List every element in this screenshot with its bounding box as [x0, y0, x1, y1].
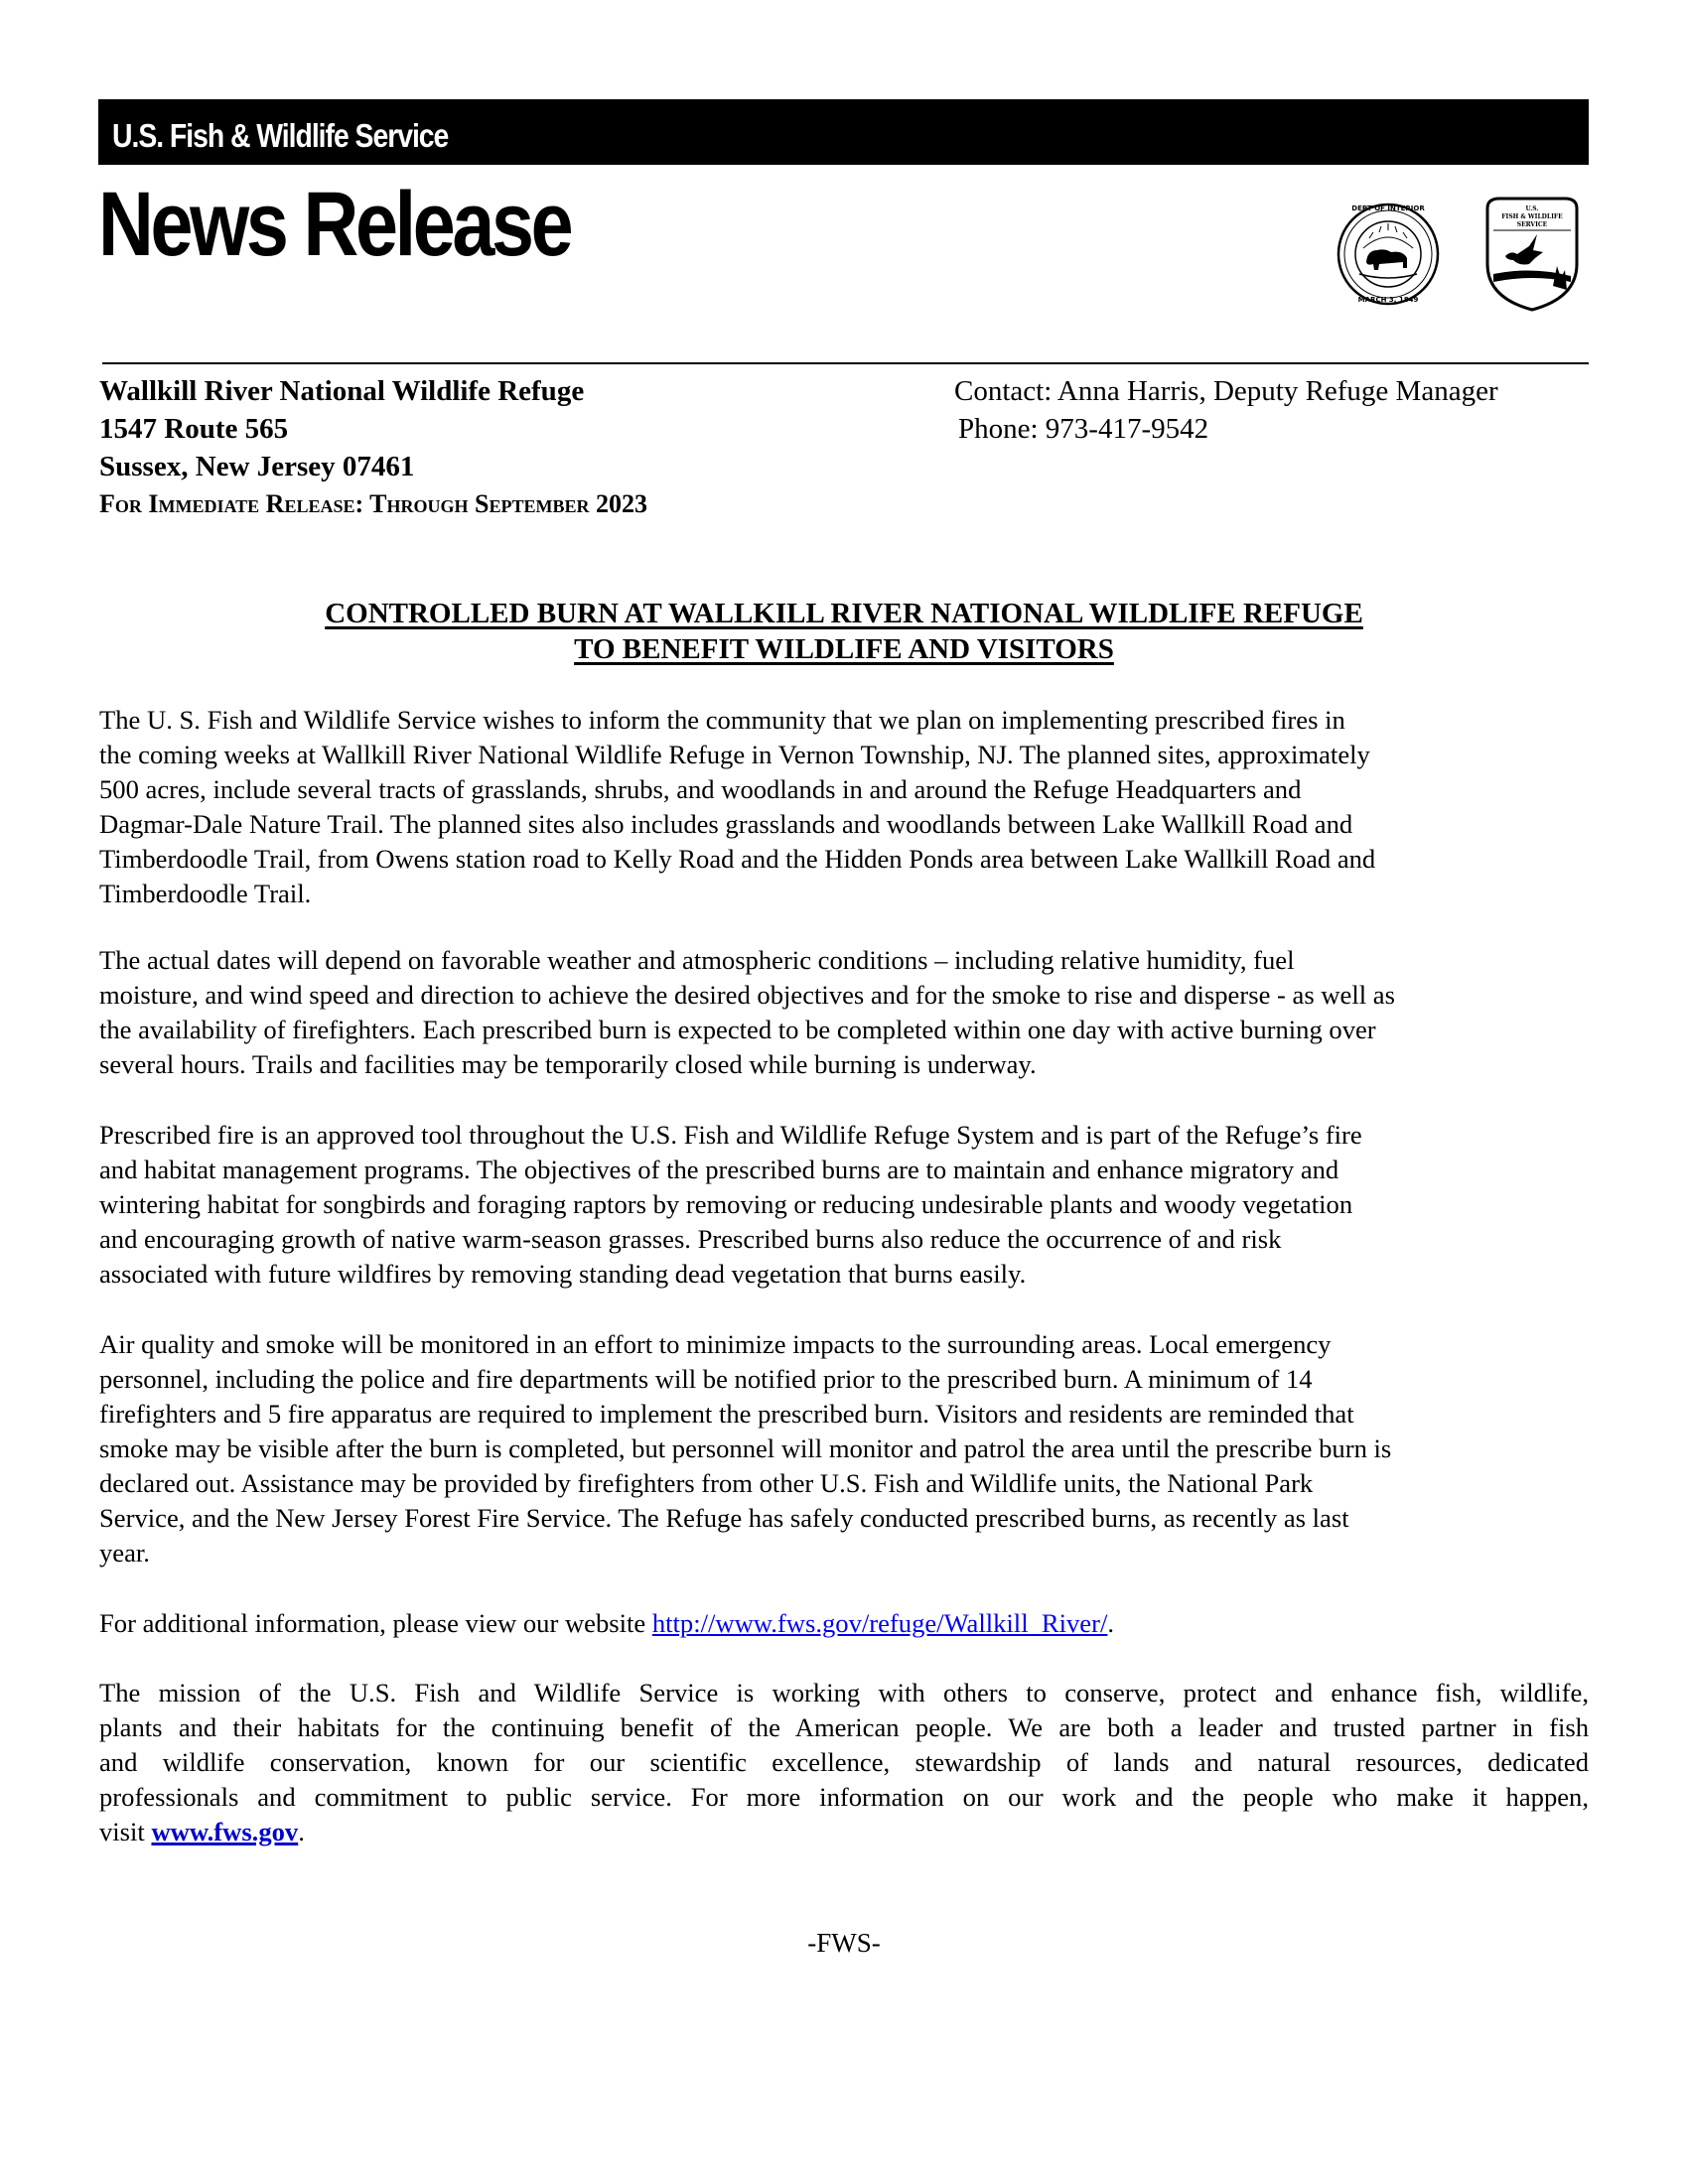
paragraph-burn-sites	[99, 703, 1589, 911]
text-line: 500 acres, include several tracts of grasslands, shrubs, and woodlands in and around the Refuge Headquarters and	[99, 774, 1302, 804]
doi-seal-icon	[1334, 187, 1443, 316]
text-line: declared out. Assistance may be provided by firefighters from other U.S. Fish and Wildlife units, the National Park	[99, 1468, 1314, 1498]
text-line: plants and their habitats for the continuing benefit of the American people. We are both a leader and trusted partner in fish	[99, 1712, 1589, 1742]
refuge-name: Wallkill River National Wildlife Refuge	[99, 375, 585, 407]
refuge-street: 1547 Route 565	[99, 413, 289, 445]
text-line: the availability of firefighters. Each prescribed burn is expected to be completed within one day with active burning over	[99, 1015, 1376, 1044]
text-line: the coming weeks at Wallkill River National Wildlife Refuge in Vernon Township, NJ. The planned sites, approximately	[99, 740, 1370, 769]
contact-person: Contact: Anna Harris, Deputy Refuge Manager	[954, 375, 1498, 407]
paragraph-air-quality	[99, 1327, 1589, 1570]
text-line: professionals and commitment to public service. For more information on our work and the people who make it happen,	[99, 1782, 1589, 1812]
text-line	[99, 1815, 1589, 1849]
header-divider	[102, 362, 1589, 364]
svg-text:SERVICE: SERVICE	[1516, 221, 1548, 228]
text-line: wintering habitat for songbirds and foraging raptors by removing or reducing undesirable plants and woody vegetation	[99, 1189, 1353, 1219]
paragraph-dates-conditions	[99, 943, 1589, 1082]
text-line: Air quality and smoke will be monitored in an effort to minimize impacts to the surrounding areas. Local emergency	[99, 1329, 1332, 1359]
headline-line-1: CONTROLLED BURN AT WALLKILL RIVER NATIONAL WILDLIFE REFUGE	[325, 598, 1363, 629]
text-line: The mission of the U.S. Fish and Wildlife Service is working with others to conserve, protect and enhance fish, wildlife,	[99, 1678, 1589, 1707]
headline	[0, 596, 1688, 667]
svg-text:MARCH 3, 1849: MARCH 3, 1849	[1357, 296, 1419, 304]
svg-text:FISH & WILDLIFE: FISH & WILDLIFE	[1501, 213, 1563, 220]
fws-shield-icon	[1477, 187, 1587, 316]
release-date: For Immediate Release: Through September 2023	[99, 489, 647, 518]
text-line: several hours. Trails and facilities may be temporarily closed while burning is underway.	[99, 1049, 1037, 1079]
visit-text: visit	[99, 1817, 152, 1846]
text-line: and habitat management programs. The objectives of the prescribed burns are to maintain and enhance migratory and	[99, 1155, 1339, 1184]
paragraph-more-info	[99, 1606, 1589, 1641]
paragraph-mission	[99, 1676, 1589, 1849]
text-line: Timberdoodle Trail.	[99, 879, 312, 908]
text-line: personnel, including the police and fire departments will be notified prior to the prescribed burn. A minimum of 14	[99, 1364, 1313, 1394]
end-mark: -FWS-	[807, 1928, 881, 1958]
text-line: smoke may be visible after the burn is completed, but personnel will monitor and patrol the area until the prescribe burn is	[99, 1433, 1392, 1463]
refuge-city: Sussex, New Jersey 07461	[99, 451, 415, 482]
document-type-title: News Release	[98, 174, 571, 275]
text-line: Prescribed fire is an approved tool throughout the U.S. Fish and Wildlife Refuge System and is part of the Refuge’s fire	[99, 1120, 1362, 1150]
svg-text:U.S.: U.S.	[1525, 205, 1539, 212]
text-line: Timberdoodle Trail, from Owens station road to Kelly Road and the Hidden Ponds area between Lake Wallkill Road and	[99, 844, 1376, 874]
punctuation: .	[1107, 1608, 1115, 1638]
more-info-text: For additional information, please view our website	[99, 1608, 652, 1638]
text-line: and encouraging growth of native warm-season grasses. Prescribed burns also reduce the occurrence of and risk	[99, 1224, 1282, 1254]
refuge-website-link[interactable]: http://www.fws.gov/refuge/Wallkill_River/	[651, 1608, 1108, 1638]
text-line: The actual dates will depend on favorable weather and atmospheric conditions – including relative humidity, fuel	[99, 945, 1295, 975]
text-line: year.	[99, 1538, 150, 1568]
text-line: moisture, and wind speed and direction to achieve the desired objectives and for the smoke to rise and disperse - as well as	[99, 980, 1395, 1010]
text-line: firefighters and 5 fire apparatus are required to implement the prescribed burn. Visitors and residents are reminded that	[99, 1399, 1354, 1429]
text-line: Service, and the New Jersey Forest Fire Service. The Refuge has safely conducted prescribed burns, as recently as last	[99, 1503, 1349, 1533]
fws-website-link[interactable]: www.fws.gov	[151, 1817, 299, 1846]
text-line	[99, 1606, 1589, 1641]
paragraph-objectives	[99, 1118, 1589, 1292]
text-line: The U. S. Fish and Wildlife Service wishes to inform the community that we plan on implementing prescribed fires in	[99, 705, 1345, 735]
punctuation: .	[298, 1817, 305, 1846]
headline-line-2: TO BENEFIT WILDLIFE AND VISITORS	[574, 633, 1114, 665]
text-line: Dagmar-Dale Nature Trail. The planned sites also includes grasslands and woodlands between Lake Wallkill Road and	[99, 809, 1353, 839]
text-line: associated with future wildfires by removing standing dead vegetation that burns easily.	[99, 1259, 1027, 1289]
text-line: and wildlife conservation, known for our scientific excellence, stewardship of lands and natural resources, dedicated	[99, 1747, 1589, 1777]
contact-phone: Phone: 973-417-9542	[958, 413, 1209, 445]
svg-text:DEPT OF INTERIOR: DEPT OF INTERIOR	[1351, 205, 1425, 212]
agency-banner	[98, 99, 1589, 165]
agency-name: U.S. Fish & Wildlife Service	[112, 117, 449, 154]
